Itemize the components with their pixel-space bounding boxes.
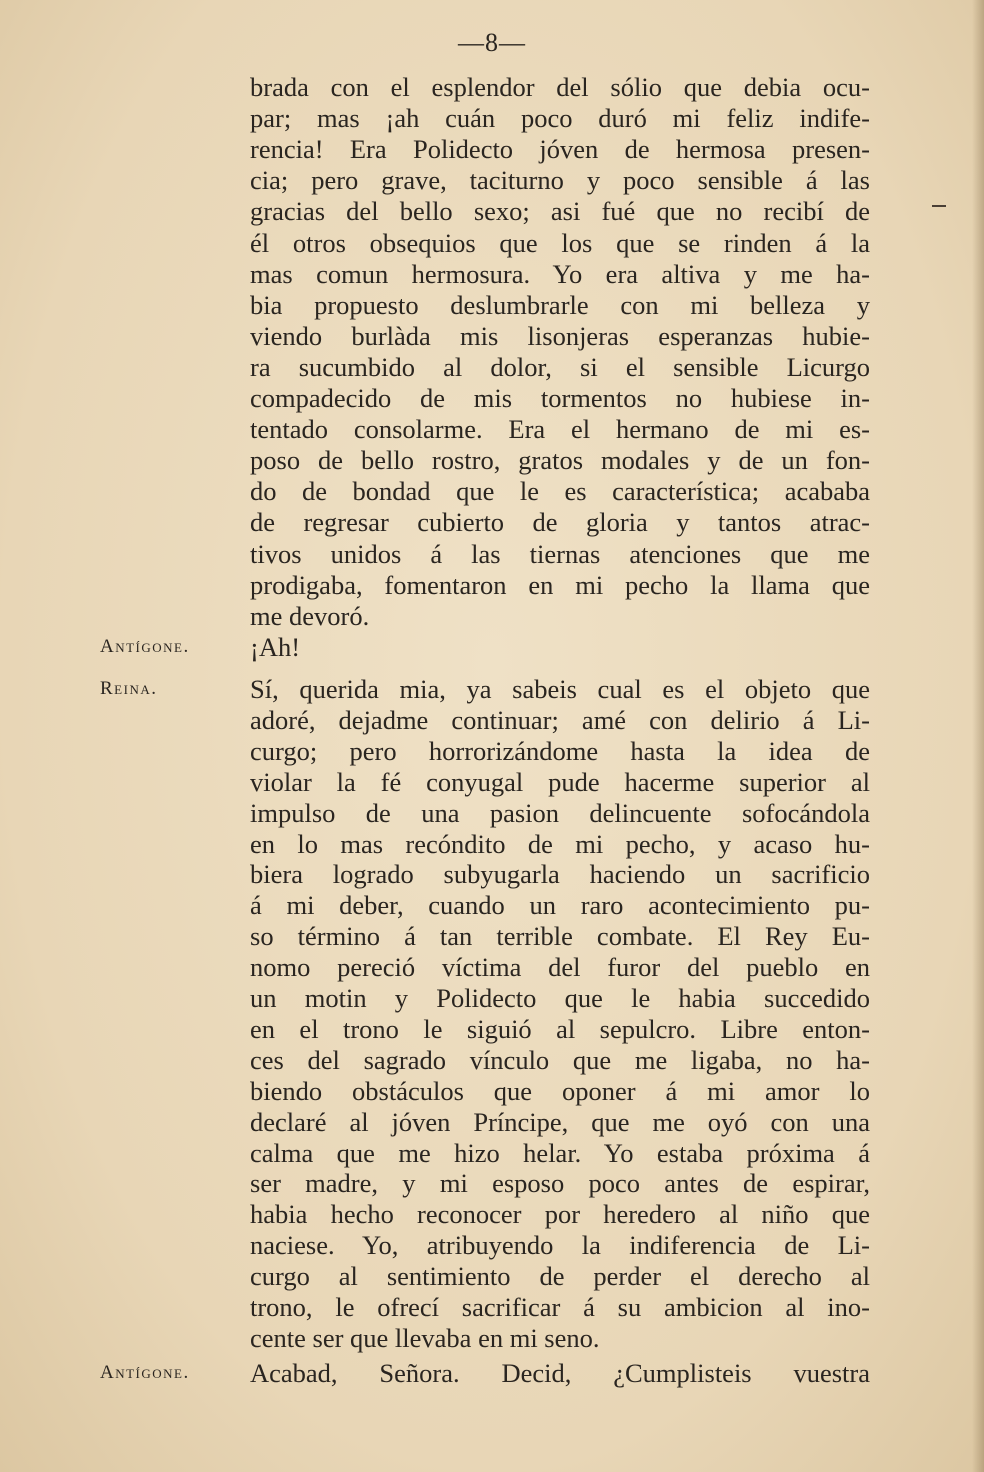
speech-line: Acabad, Señora. Decid, ¿Cumplisteis vuestra (250, 1358, 870, 1388)
page-number: —8— (458, 28, 526, 57)
text-line: nomo pereció víctima del furor del pueblo en (250, 952, 870, 983)
speech-line: ¡Ah! (250, 632, 301, 662)
speaker-name: Antígone. (100, 1362, 190, 1383)
text-line: de regresar cubierto de gloria y tantos atrac- (250, 507, 870, 538)
text-line: trono, le ofrecí sacrificar á su ambicion al ino- (250, 1292, 870, 1322)
text-line: violar la fé conyugal pude hacerme superior al (250, 766, 870, 797)
speaker-name: Antígone. (100, 636, 190, 657)
text-line: rencia! Era Polidecto jóven de hermosa presen- (250, 134, 870, 165)
text-line: ser madre, y mi esposo poco antes de espirar, (250, 1168, 870, 1199)
speaker-antigone (100, 632, 190, 662)
text-line: brada con el esplendor del sólio que debia ocu- (250, 72, 870, 102)
text-line: cente ser que llevaba en mi seno. (250, 1322, 600, 1353)
text-line: adoré, dejadme continuar; amé con delirio á Li- (250, 704, 870, 735)
text-line: biendo obstáculos que oponer á mi amor lo (250, 1075, 870, 1106)
text-line: impulso de una pasion delincuente sofocándola (250, 797, 870, 828)
text-line: habia hecho reconocer por heredero al niño que (250, 1199, 870, 1230)
text-line: ra sucumbido al dolor, si el sensible Licurgo (250, 351, 870, 382)
text-line: cia; pero grave, taciturno y poco sensible á las (250, 165, 870, 196)
speaker-antigone (100, 1358, 190, 1388)
text-line: ces del sagrado vínculo que me ligaba, no ha- (250, 1044, 870, 1075)
text-line: compadecido de mis tormentos no hubiese in- (250, 383, 870, 413)
text-line: gracias del bello sexo; asi fué que no recibí de (250, 196, 870, 227)
text-line: declaré al jóven Príncipe, que me oyó con una (250, 1106, 870, 1137)
text-line: poso de bello rostro, gratos modales y de un fon- (250, 445, 870, 476)
text-line: mas comun hermosura. Yo era altiva y me ha- (250, 258, 870, 289)
text-line: prodigaba, fomentaron en mi pecho la llama que (250, 569, 870, 600)
text-line: calma que me hizo helar. Yo estaba próxima á (250, 1137, 870, 1168)
text-line: Sí, querida mia, ya sabeis cual es el objeto que (250, 674, 870, 704)
text-line: naciese. Yo, atribuyendo la indiferencia de Li- (250, 1230, 870, 1261)
text-line: par; mas ¡ah cuán poco duró mi feliz indife- (250, 103, 870, 134)
text-line: do de bondad que le es característica; acababa (250, 476, 870, 507)
text-line: curgo al sentimiento de perder el derecho al (250, 1261, 870, 1292)
text-line: en lo mas recóndito de mi pecho, y acaso hu- (250, 828, 870, 859)
text-line: un motin y Polidecto que le habia succedido (250, 983, 870, 1013)
text-line: á mi deber, cuando un raro acontecimiento pu- (250, 890, 870, 921)
margin-mark (932, 205, 946, 207)
text-line: curgo; pero horrorizándome hasta la idea de (250, 735, 870, 766)
text-line: so término á tan terrible combate. El Rey Eu- (250, 921, 870, 952)
speaker-reina (100, 674, 157, 704)
text-line: él otros obsequios que los que se rinden á la (250, 227, 870, 258)
text-line: biera logrado subyugarla haciendo un sacrificio (250, 859, 870, 890)
text-line: tentado consolarme. Era el hermano de mi es- (250, 414, 870, 445)
text-line: bia propuesto deslumbrarle con mi belleza y (250, 289, 870, 320)
text-line: me devoró. (250, 600, 370, 631)
text-line: tivos unidos á las tiernas atenciones que me (250, 538, 870, 569)
text-line: en el trono le siguió al sepulcro. Libre enton- (250, 1013, 870, 1044)
speaker-name: Reina. (100, 678, 158, 699)
text-line: viendo burlàda mis lisonjeras esperanzas hubie- (250, 320, 870, 351)
page-edge-shadow (972, 0, 984, 1472)
